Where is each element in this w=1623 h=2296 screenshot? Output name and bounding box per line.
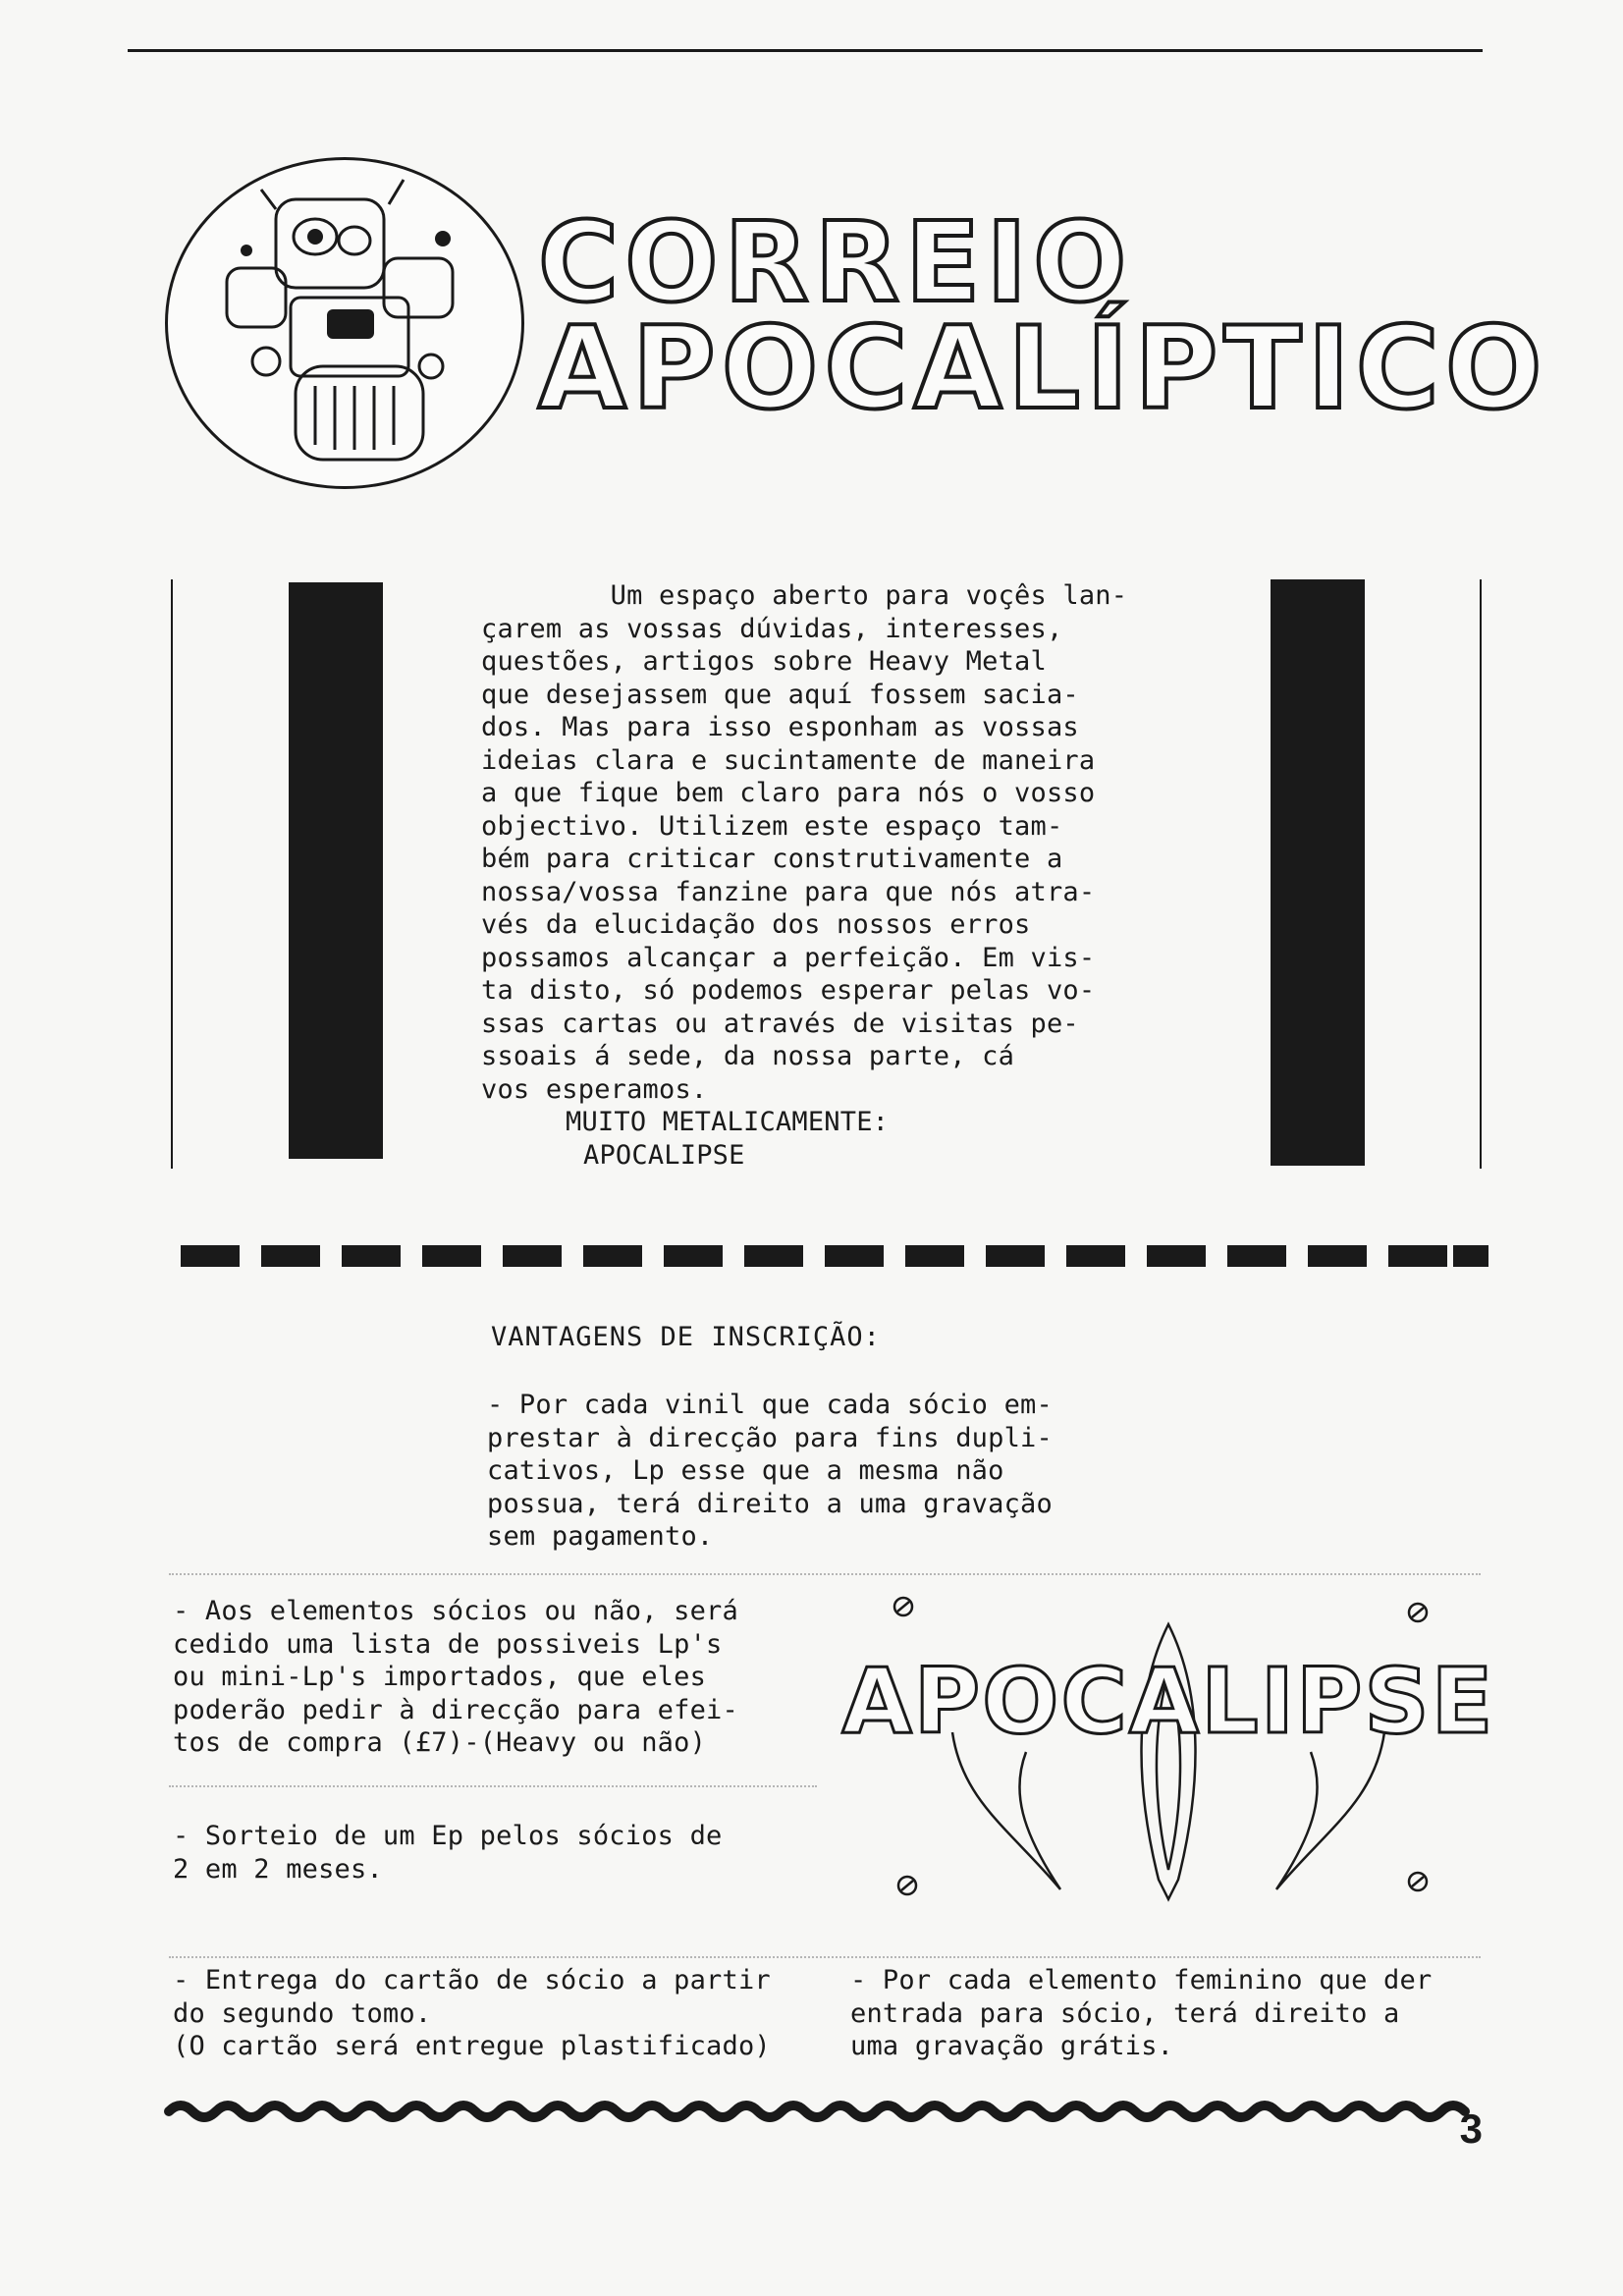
apocalipse-band-logo: [841, 1585, 1495, 1909]
benefit-item-4: - Entrega do cartão de sócio a partir do segundo tomo. (O cartão será entregue plastificado): [173, 1965, 771, 2061]
left-black-bar: [289, 582, 383, 1159]
dashed-divider: [181, 1243, 1488, 1269]
wavy-divider: [169, 2092, 1481, 2131]
benefit-item-2: - Aos elementos sócios ou não, será cedido uma lista de possiveis Lp's ou mini-Lp's importados, que eles poderão pedir à direcção para efei- tos de compra (£7)-(Heavy ou não): [173, 1596, 738, 1758]
benefits-heading: VANTAGENS DE INSCRIÇÃO:: [491, 1322, 881, 1352]
signoff-line-1: MUITO METALICAMENTE:: [566, 1107, 890, 1137]
right-frame-line: [1480, 579, 1482, 1169]
right-black-bar: [1271, 579, 1365, 1166]
benefit-item-5: - Por cada elemento feminino que der entrada para sócio, terá direito a uma gravação grátis.: [850, 1965, 1433, 2061]
dotted-separator: [169, 1785, 817, 1787]
dotted-separator: [169, 1956, 1481, 1958]
title-line-1: CORREIO: [538, 199, 1133, 327]
title-line-2: APOCALÍPTICO: [538, 302, 1548, 435]
dotted-separator: [169, 1573, 1481, 1575]
robot-illustration: [165, 157, 524, 489]
left-frame-line: [171, 579, 173, 1169]
intro-text: Um espaço aberto para voçês lan- çarem as vossas dúvidas, interesses, questões, artigos sobre Heavy Metal que desejassem que aquí fossem sacia- dos. Mas para isso esponham as vossas ideias clara e sucintamente de maneira a que fique bem claro para nós o vosso objectivo. Utilizem este espaço tam- bém para criticar construtivamente a nossa/vossa fanzine para que nós atra- vés da elucidação dos nossos erros possamos alcançar a perfeição. Em vis- ta disto, só podemos esperar pelas vo- ssas cartas ou através de visitas pe- ssoais á sede, da nossa parte, cá vos esperamos.: [481, 580, 1128, 1105]
page-number: 3: [1459, 2105, 1483, 2152]
top-rule: [128, 49, 1483, 52]
benefit-item-1: - Por cada vinil que cada sócio em- prestar à direcção para fins dupli- cativos, Lp esse que a mesma não possua, terá direito a uma gravação sem pagamento.: [487, 1390, 1053, 1552]
signoff-line-2: APOCALIPSE: [583, 1140, 745, 1171]
band-logo-text: APOCALIPSE: [841, 1649, 1495, 1754]
benefit-item-3: - Sorteio de um Ep pelos sócios de 2 em 2 meses.: [173, 1821, 723, 1885]
